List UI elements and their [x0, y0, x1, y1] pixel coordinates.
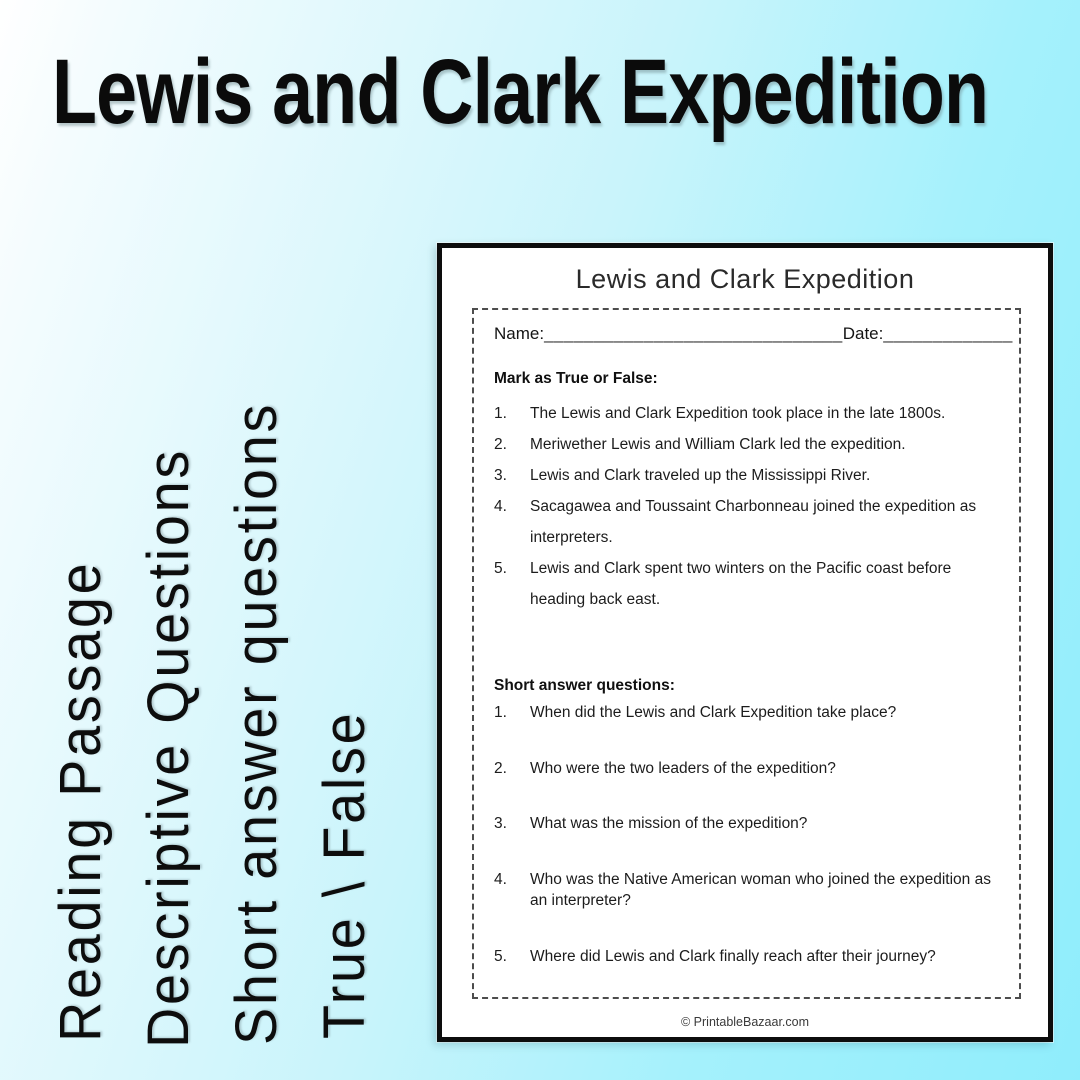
short-answer-question — [494, 758, 999, 780]
short-answer-question — [494, 946, 999, 968]
question-text: What was the mission of the expedition? — [530, 815, 808, 832]
question-number: 3. — [494, 467, 507, 484]
question-text: Sacagawea and Toussaint Charbonneau joined the expedition as interpreters. — [530, 498, 977, 546]
date-blank-line: _____________ — [883, 324, 1013, 343]
question-text: Who were the two leaders of the expedition? — [530, 759, 836, 777]
short-answer-question — [494, 702, 999, 724]
copyright-footer: © PrintableBazaar.com — [680, 1015, 810, 1029]
question-number: 2. — [494, 759, 507, 777]
date-label: Date: — [842, 324, 884, 343]
true-false-list — [494, 398, 999, 615]
question-number: 4. — [494, 870, 507, 888]
worksheet-title: Lewis and Clark Expedition — [575, 264, 915, 294]
side-label-short-answer-questions: Short answer questions — [224, 401, 289, 1045]
true-false-question — [494, 491, 999, 553]
name-label: Name: — [494, 324, 545, 343]
question-text: Where did Lewis and Clark finally reach after their journey? — [530, 947, 936, 965]
name-field — [494, 324, 843, 344]
question-text: When did the Lewis and Clark Expedition take place? — [530, 704, 897, 721]
question-number: 2. — [494, 436, 507, 453]
question-number: 1. — [494, 405, 507, 422]
question-number: 1. — [494, 704, 507, 721]
question-text: Who was the Native American woman who joined the expedition as an interpreter? — [530, 870, 991, 909]
date-field — [843, 324, 1013, 344]
name-date-row — [494, 324, 1013, 344]
true-false-heading: Mark as True or False: — [494, 370, 658, 387]
worksheet-page — [437, 243, 1053, 1042]
question-number: 4. — [494, 498, 507, 515]
short-answer-list — [494, 702, 999, 967]
question-number: 5. — [494, 947, 507, 965]
question-text: Meriwether Lewis and William Clark led the expedition. — [530, 436, 906, 453]
side-label-true-false: True \ False — [312, 710, 377, 1039]
true-false-question — [494, 553, 999, 615]
true-false-question — [494, 398, 999, 429]
worksheet-body — [472, 308, 1021, 999]
short-answer-question — [494, 813, 999, 835]
side-label-descriptive-questions: Descriptive Questions — [136, 447, 201, 1049]
name-blank-line: ______________________________ — [544, 324, 843, 343]
question-number: 3. — [494, 815, 507, 832]
true-false-question — [494, 429, 999, 460]
true-false-question — [494, 460, 999, 491]
question-text: Lewis and Clark spent two winters on the Pacific coast before heading back east. — [530, 560, 952, 608]
poster-title: Lewis and Clark Expedition — [52, 41, 989, 143]
side-label-reading-passage: Reading Passage — [48, 560, 113, 1042]
question-text: The Lewis and Clark Expedition took place in the late 1800s. — [530, 405, 946, 422]
short-answer-question — [494, 869, 999, 912]
question-number: 5. — [494, 560, 507, 577]
short-answer-heading: Short answer questions: — [494, 677, 675, 694]
question-text: Lewis and Clark traveled up the Mississippi River. — [530, 467, 871, 484]
